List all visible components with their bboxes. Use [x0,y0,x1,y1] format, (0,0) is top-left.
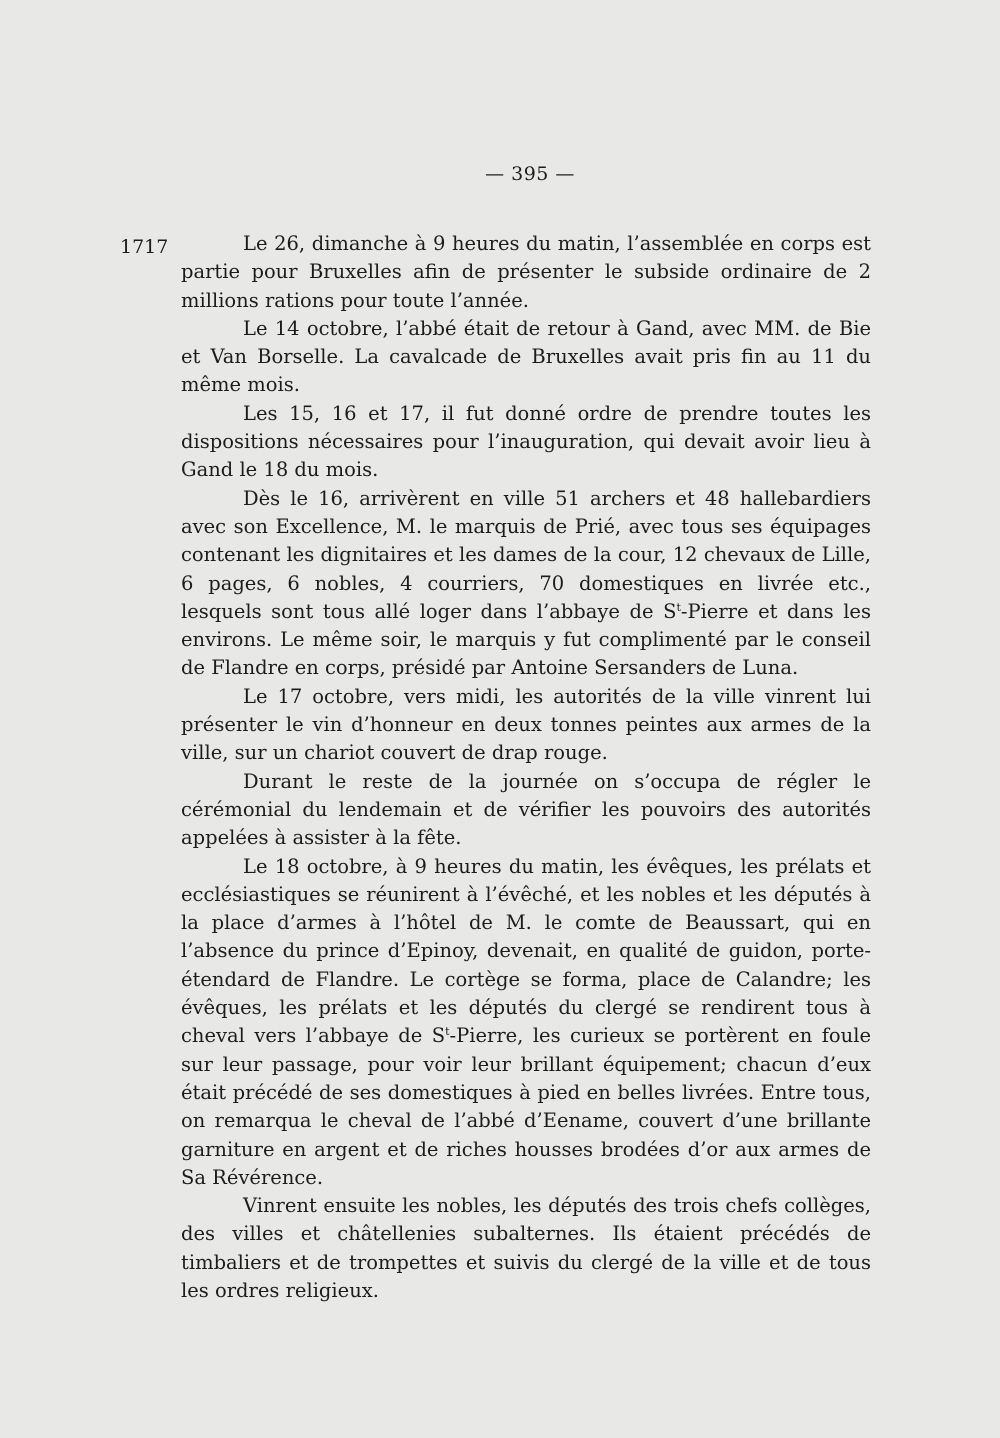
paragraph-6: Durant le reste de la journée on s’occupa de régler le cérémonial du lendemain et de vérifier les pouvoirs des autorités appelées à assister à la fête. [181,769,871,850]
page-number: — 395 — [485,163,575,185]
superscript-t: t [445,1025,450,1039]
paragraph-5: Le 17 octobre, vers midi, les autorités de la ville vinrent lui présenter le vin d’honneur en deux tonnes peintes aux armes de la ville, sur un chariot couvert de drap rouge. [181,684,871,765]
paragraph-4-text-b: -Pierre et dans les environs. Le même soir, le marquis y fut complimenté par le conseil de Flandre en corps, présidé par Antoine Sersanders de Luna. [181,599,871,680]
paragraph-2: Le 14 octobre, l’abbé était de retour à Gand, avec MM. de Bie et Van Borselle. La cavalcade de Bruxelles avait pris fin au 11 du même mois. [181,316,871,397]
paragraph-3: Les 15, 16 et 17, il fut donné ordre de prendre toutes les dispositions nécessaires pour l’inauguration, qui devait avoir lieu à Gand le 18 du mois. [181,401,871,482]
paragraph-7-text-b: -Pierre, les curieux se portèrent en foule sur leur passage, pour voir leur brillant équipement; chacun d’eux était précédé de ses domestiques à pied en belles livrées. Entre tous, on remarqua le cheval de l’abbé d’Eename, couvert d’une brillante garniture en argent et de riches housses brodées d’or aux armes de Sa Révérence. [181,1024,871,1189]
paragraph-4-text-a: Dès le 16, arrivèrent en ville 51 archers et 48 hallebardiers avec son Excellence, M. le marquis de Prié, avec tous ses équipages contenant les dignitaires et les dames de la cour, 12 chevaux de Lille, 6 pages, 6 nobles, 4 courriers, 70 domestiques en livrée etc., lesquels sont tous allé loger dans l’abbaye de S [181,486,871,623]
paragraph-4 [181,485,871,683]
paragraph-8: Vinrent ensuite les nobles, les députés des trois chefs collèges, des villes et châtellenies subalternes. Ils étaient précédés de timbaliers et de trompettes et suivis du clergé de la ville et de tous les ordres religieux. [181,1194,871,1302]
paragraph-1: Le 26, dimanche à 9 heures du matin, l’assemblée en corps est partie pour Bruxelles afin de présenter le subside ordinaire de 2 millions rations pour toute l’année. [181,232,871,312]
superscript-t: t [676,600,681,614]
margin-year-note: 1717 [120,236,169,258]
paragraph-7 [181,853,871,1193]
body-text [181,230,871,1305]
paragraph-7-text-a: Le 18 octobre, à 9 heures du matin, les évêques, les prélats et ecclésiastiques se réunirent à l’évêché, et les nobles et les députés à la place d’armes à l’hôtel de M. le comte de Beaussart, qui en l’absence du prince d’Epinoy, devenait, en qualité de guidon, porte-étendard de Flandre. Le cortège se forma, place de Calandre; les évêques, les prélats et les députés du clergé se rendirent tous à cheval vers l’abbaye de S [181,854,871,1048]
